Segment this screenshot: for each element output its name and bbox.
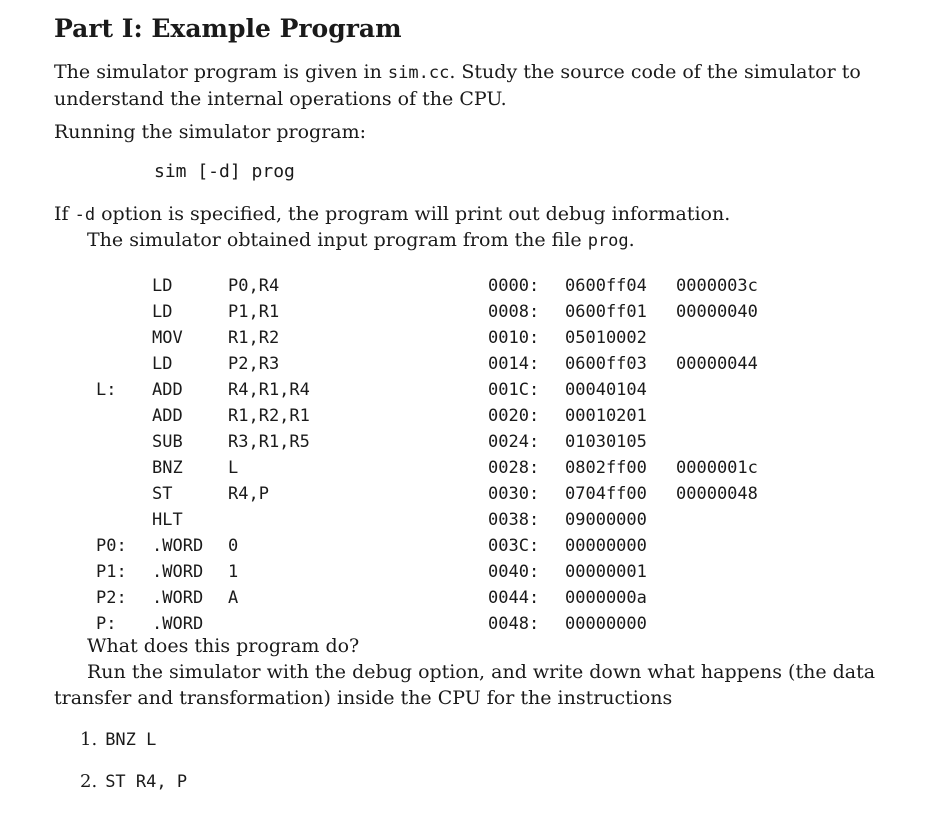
program-operands: R3,R1,R5 <box>228 432 310 452</box>
program-label: P: <box>96 614 117 634</box>
program-opcode: BNZ <box>152 458 183 478</box>
program-address: 0020: <box>488 406 540 426</box>
question-text: What does this program do? <box>87 635 360 657</box>
program-word-1: 0600ff04 <box>565 276 647 296</box>
program-row <box>0 533 941 559</box>
list-item-text: ST R4, P <box>105 772 188 792</box>
program-word-1: 09000000 <box>565 510 647 530</box>
program-row <box>0 299 941 325</box>
program-row <box>0 429 941 455</box>
list-item <box>80 729 156 750</box>
source-filename: sim.cc <box>387 63 450 83</box>
program-address: 003C: <box>488 536 540 556</box>
program-opcode: .WORD <box>152 588 204 608</box>
debug-note-post: option is specified, the program will print out debug information. <box>95 203 731 225</box>
input-note <box>87 227 927 254</box>
program-opcode: LD <box>152 302 173 322</box>
program-word-1: 0802ff00 <box>565 458 647 478</box>
program-opcode: ST <box>152 484 173 504</box>
program-operands: R4,R1,R4 <box>228 380 310 400</box>
program-opcode: .WORD <box>152 536 204 556</box>
program-address: 0010: <box>488 328 540 348</box>
program-opcode: .WORD <box>152 614 204 634</box>
program-word-2: 00000044 <box>676 354 758 374</box>
program-operands: P1,R1 <box>228 302 280 322</box>
program-word-1: 00000000 <box>565 614 647 634</box>
intro-paragraph <box>54 59 894 112</box>
program-row <box>0 325 941 351</box>
program-row <box>0 455 941 481</box>
program-word-1: 05010002 <box>565 328 647 348</box>
program-operands: 1 <box>228 562 239 582</box>
program-row <box>0 351 941 377</box>
input-filename: prog <box>587 231 629 251</box>
page-title: Part I: Example Program <box>54 14 402 43</box>
program-opcode: LD <box>152 276 173 296</box>
program-operands: L <box>228 458 239 478</box>
program-row <box>0 481 941 507</box>
list-item-number: 2. <box>80 771 98 792</box>
input-note-post: . <box>628 229 635 251</box>
program-operands: R1,R2 <box>228 328 280 348</box>
program-word-1: 00000000 <box>565 536 647 556</box>
program-address: 0024: <box>488 432 540 452</box>
input-note-pre: The simulator obtained input program from the file <box>87 229 588 251</box>
program-row <box>0 507 941 533</box>
program-opcode: .WORD <box>152 562 204 582</box>
program-word-1: 01030105 <box>565 432 647 452</box>
program-address: 0014: <box>488 354 540 374</box>
program-address: 0044: <box>488 588 540 608</box>
program-word-1: 0600ff01 <box>565 302 647 322</box>
program-word-2: 0000001c <box>676 458 758 478</box>
program-row <box>0 403 941 429</box>
program-label: P2: <box>96 588 127 608</box>
program-row <box>0 377 941 403</box>
program-address: 0040: <box>488 562 540 582</box>
program-address: 0008: <box>488 302 540 322</box>
program-word-2: 00000048 <box>676 484 758 504</box>
program-opcode: LD <box>152 354 173 374</box>
debug-note <box>54 201 894 228</box>
program-address: 0030: <box>488 484 540 504</box>
program-opcode: MOV <box>152 328 183 348</box>
program-word-1: 00000001 <box>565 562 647 582</box>
program-label: P1: <box>96 562 127 582</box>
running-label: Running the simulator program: <box>54 121 367 143</box>
program-operands: R4,P <box>228 484 269 504</box>
program-row <box>0 585 941 611</box>
debug-note-pre: If <box>54 203 75 225</box>
program-word-1: 00010201 <box>565 406 647 426</box>
program-operands: A <box>228 588 239 608</box>
program-word-1: 0704ff00 <box>565 484 647 504</box>
program-address: 001C: <box>488 380 540 400</box>
intro-text-post: . Study the source code of the simulator to understand the internal operations of the CPU. <box>54 61 861 110</box>
program-word-2: 0000003c <box>676 276 758 296</box>
program-label: P0: <box>96 536 127 556</box>
program-address: 0038: <box>488 510 540 530</box>
program-address: 0000: <box>488 276 540 296</box>
list-item <box>80 771 187 792</box>
program-row <box>0 273 941 299</box>
program-address: 0028: <box>488 458 540 478</box>
task-text: Run the simulator with the debug option, and write down what happens (the data transfer and transformation) inside the CPU for the instructions <box>54 661 876 709</box>
program-opcode: HLT <box>152 510 183 530</box>
program-row <box>0 559 941 585</box>
program-label: L: <box>96 380 117 400</box>
program-address: 0048: <box>488 614 540 634</box>
intro-text-pre: The simulator program is given in <box>54 61 388 83</box>
program-word-2: 00000040 <box>676 302 758 322</box>
program-operands: P0,R4 <box>228 276 280 296</box>
program-word-1: 00040104 <box>565 380 647 400</box>
program-word-1: 0600ff03 <box>565 354 647 374</box>
program-word-1: 0000000a <box>565 588 647 608</box>
program-opcode: ADD <box>152 380 183 400</box>
program-opcode: SUB <box>152 432 183 452</box>
debug-flag: -d <box>74 205 96 225</box>
program-operands: P2,R3 <box>228 354 280 374</box>
program-operands: 0 <box>228 536 239 556</box>
program-operands: R1,R2,R1 <box>228 406 310 426</box>
list-item-text: BNZ L <box>105 730 157 750</box>
usage-command: sim [-d] prog <box>154 161 295 182</box>
program-opcode: ADD <box>152 406 183 426</box>
list-item-number: 1. <box>80 729 98 750</box>
